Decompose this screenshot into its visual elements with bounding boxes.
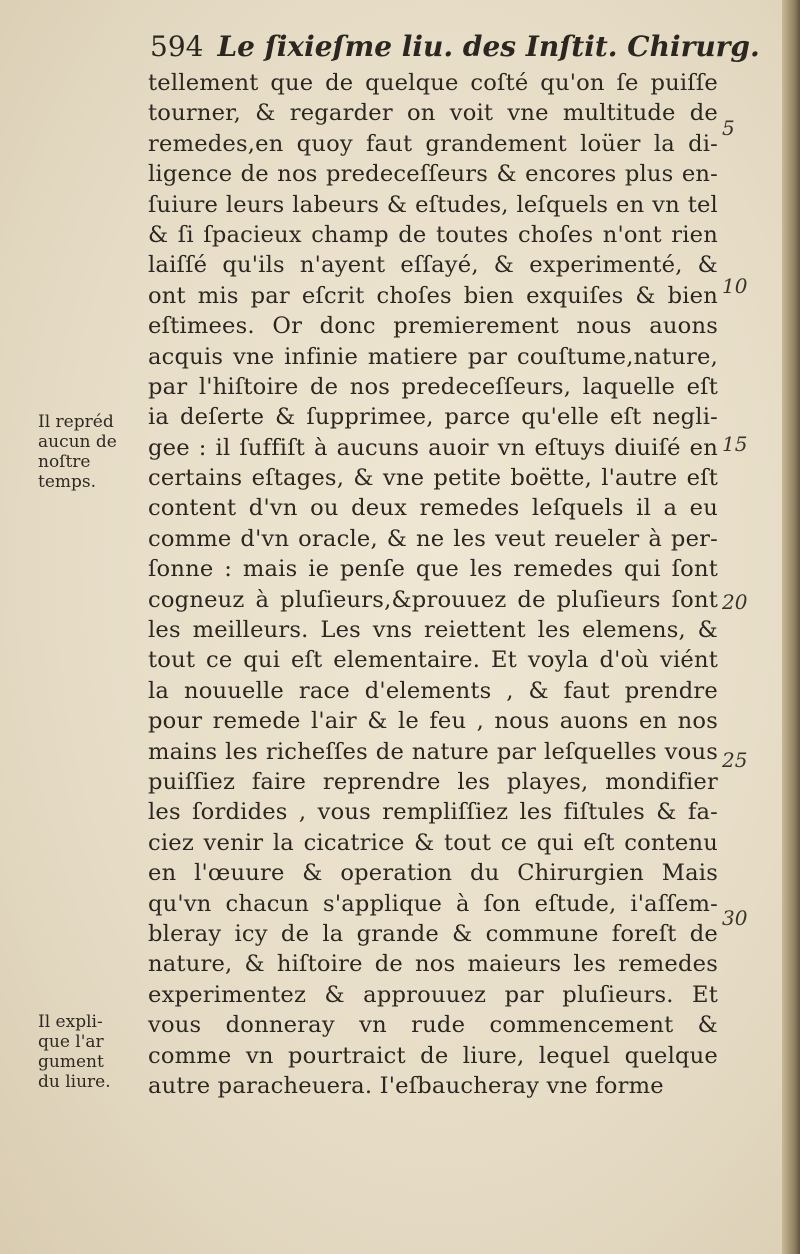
text-line: tout ce qui eſt elementaire. Et voyla d'où viént — [148, 647, 718, 674]
text-line: cogneuz à pluſieurs,&prouuez de pluſieurs ſont — [148, 586, 718, 613]
text-line: ſonne : mais ie penſe que les remedes qui ſont — [148, 556, 718, 583]
text-line: par l'hiſtoire de nos predeceſſeurs, laquelle eſt — [148, 373, 718, 400]
margin-note-line: gument — [38, 1052, 104, 1072]
text-line: ia deſerte & ſupprimee, parce qu'elle eſt negli- — [148, 404, 718, 431]
text-line: en l'œuure & operation du Chirurgien Mais — [148, 860, 718, 887]
line-number: 20 — [722, 590, 748, 615]
text-line: nature, & hiſtoire de nos maieurs les remedes — [148, 951, 718, 978]
line-number: 25 — [722, 748, 748, 773]
body-text — [148, 68, 718, 1101]
margin-note-line: Il repréd — [38, 412, 114, 432]
text-line: experimentez & approuuez par pluſieurs. Et — [148, 981, 718, 1008]
running-title: Le ſixieſme liu. des Inſtit. Chirurg. — [217, 30, 760, 63]
book-spine-shadow — [782, 0, 800, 1254]
text-line: gee : il ſuffiſt à aucuns auoir vn eſtuys diuiſé en — [148, 434, 718, 461]
text-line: acquis vne infinie matiere par couſtume,nature, — [148, 343, 718, 370]
text-line: certains eſtages, & vne petite boëtte, l'autre eſt — [148, 465, 718, 492]
running-header — [150, 30, 760, 70]
text-line: puiſſiez faire reprendre les playes, mondifier — [148, 768, 718, 795]
text-line: ſuiure leurs labeurs & eſtudes, leſquels en vn tel — [148, 191, 718, 218]
text-line: les ſordides , vous rempliſſiez les fiſtules & fa- — [148, 799, 718, 826]
text-line: ligence de nos predeceſſeurs & encores plus en- — [148, 161, 718, 188]
text-line: ont mis par eſcrit choſes bien exquiſes & bien — [148, 282, 718, 309]
page-number: 594 — [150, 30, 204, 63]
margin-note-1 — [38, 412, 138, 492]
text-line: mains les richeſſes de nature par leſquelles vous — [148, 738, 718, 765]
text-line: autre paracheuera. I'eſbaucheray vne forme — [148, 1072, 664, 1099]
text-line: & ſi ſpacieux champ de toutes choſes n'ont rien — [148, 221, 718, 248]
text-line: vous donneray vn rude commencement & — [148, 1012, 718, 1039]
line-number: 10 — [722, 274, 748, 299]
text-line: tourner, & regarder on voit vne multitude de — [148, 100, 718, 127]
margin-note-line: que l'ar — [38, 1032, 104, 1052]
text-line: ciez venir la cicatrice & tout ce qui eſt contenu — [148, 829, 718, 856]
margin-note-line: du liure. — [38, 1072, 111, 1092]
text-line: eſtimees. Or donc premierement nous auons — [148, 313, 718, 340]
margin-note-line: temps. — [38, 472, 97, 492]
text-line: comme vn pourtraict de liure, lequel quelque — [148, 1042, 718, 1069]
text-line: les meilleurs. Les vns reiettent les elemens, & — [148, 617, 718, 644]
line-number: 5 — [722, 116, 735, 141]
text-line: laiſſé qu'ils n'ayent eſſayé, & experimenté, & — [148, 252, 718, 279]
margin-note-2 — [38, 1012, 138, 1092]
text-line: la nouuelle race d'elements , & faut prendre — [148, 677, 718, 704]
margin-note-line: Il expli- — [38, 1012, 103, 1032]
text-line: bleray icy de la grande & commune foreſt de — [148, 920, 718, 947]
margin-note-line: aucun de — [38, 432, 117, 452]
margin-note-line: noſtre — [38, 452, 91, 472]
text-line: remedes,en quoy faut grandement loüer la di- — [148, 130, 718, 157]
text-line: pour remede l'air & le feu , nous auons en nos — [148, 708, 718, 735]
line-number: 30 — [722, 906, 748, 931]
text-line: tellement que de quelque coſté qu'on ſe puiſſe — [148, 70, 718, 96]
text-line: content d'vn ou deux remedes leſquels il a eu — [148, 495, 718, 522]
text-line: qu'vn chacun s'applique à ſon eſtude, i'aſſem- — [148, 890, 718, 917]
text-line: comme d'vn oracle, & ne les veut reueler à per- — [148, 525, 718, 552]
line-number: 15 — [722, 432, 748, 457]
